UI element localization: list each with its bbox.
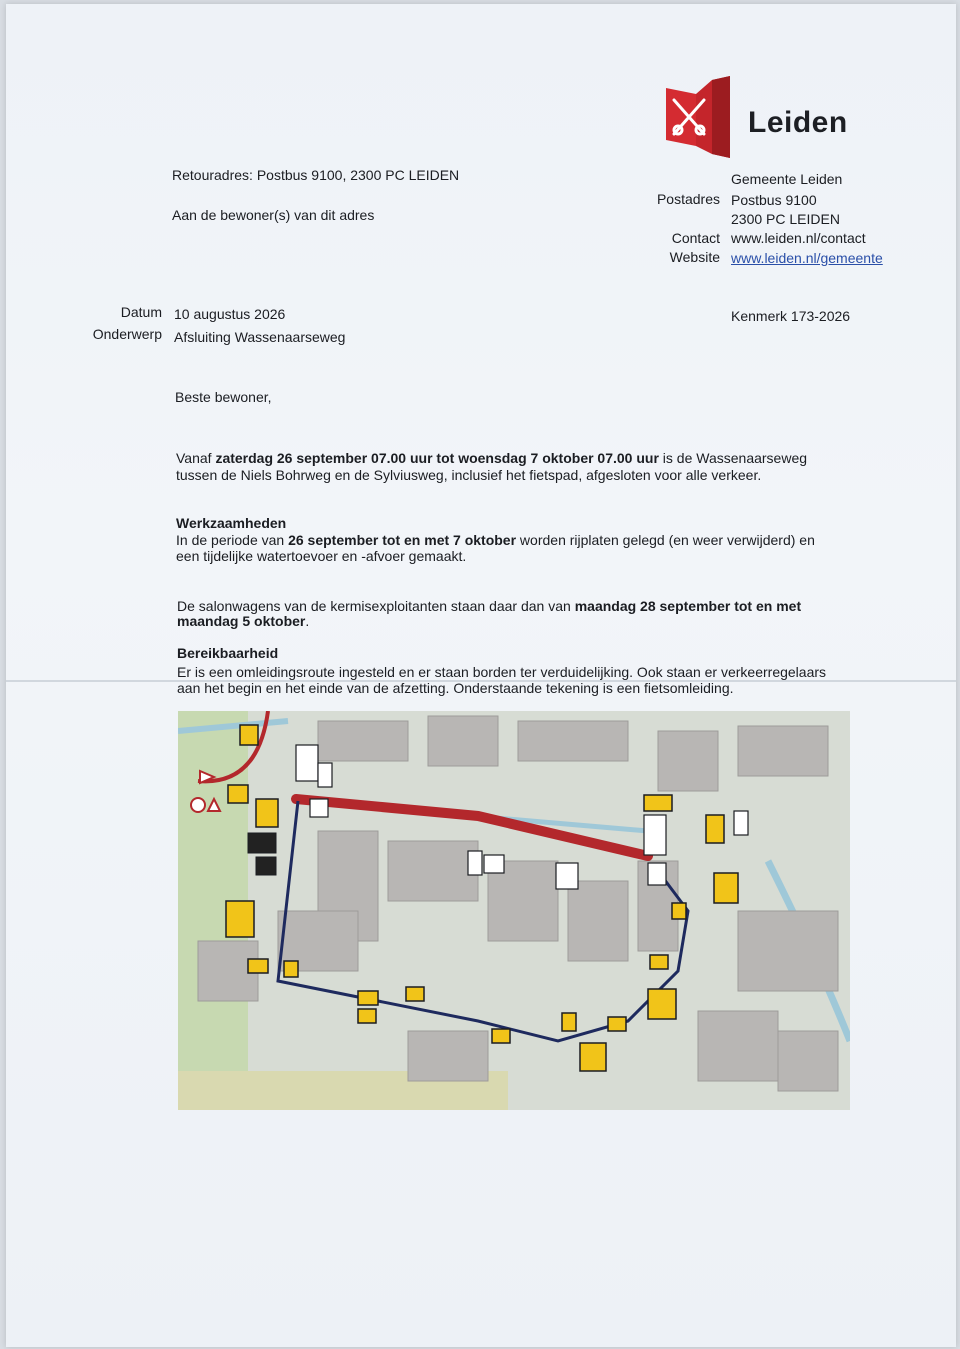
p3-text-a: De salonwagens van de kermisexploitanten staan daar dan van xyxy=(177,598,575,614)
return-address: Retouradres: Postbus 9100, 2300 PC LEIDEN xyxy=(172,167,460,183)
p3-period-bold: maandag 28 september tot en met xyxy=(574,598,802,614)
paragraph-4-line-1: Er is een omleidingsroute ingesteld en er staan borden ter verduidelijking. Ook staan er verkeerregelaars xyxy=(177,664,827,680)
onderwerp-label: Onderwerp xyxy=(92,326,162,342)
p1-period-bold: zaterdag 26 september 07.00 uur tot woensdag 7 oktober 07.00 uur xyxy=(215,450,659,466)
postadres-line2: 2300 PC LEIDEN xyxy=(731,211,840,227)
website-label: Website xyxy=(669,249,720,265)
p3-end-bold: maandag 5 oktober xyxy=(177,613,306,629)
paragraph-1-line-2: tussen de Niels Bohrweg en de Sylviusweg, inclusief het fietspad, afgesloten voor alle verkeer. xyxy=(176,467,762,483)
leiden-coat-of-arms-logo xyxy=(666,76,732,158)
paragraph-1-line-1 xyxy=(176,450,807,466)
website-link[interactable]: www.leiden.nl/gemeente xyxy=(731,250,883,266)
heading-bereikbaarheid: Bereikbaarheid xyxy=(177,645,279,661)
heading-werkzaamheden: Werkzaamheden xyxy=(176,515,287,531)
datum-label: Datum xyxy=(120,304,162,320)
contact-value: www.leiden.nl/contact xyxy=(731,230,866,246)
paragraph-2-line-2: een tijdelijke watertoevoer en -afvoer gemaakt. xyxy=(176,548,467,564)
sender-name: Gemeente Leiden xyxy=(731,171,843,187)
p2-text-c: worden rijplaten gelegd (en weer verwijderd) en xyxy=(516,532,815,548)
detour-map xyxy=(178,711,850,1110)
datum-value: 10 augustus 2026 xyxy=(174,306,286,322)
postadres-line1: Postbus 9100 xyxy=(731,192,817,208)
paragraph-3-line-1 xyxy=(177,598,801,614)
p1-text-c: is de Wassenaarseweg xyxy=(658,450,808,466)
recipient-line: Aan de bewoner(s) van dit adres xyxy=(172,207,375,223)
paragraph-2-line-1 xyxy=(176,532,815,548)
paragraph-4-line-2: aan het begin en het einde van de afzetting. Onderstaande tekening is een fietsomleiding. xyxy=(177,680,734,696)
greeting: Beste bewoner, xyxy=(175,389,272,405)
p1-text-a: Vanaf xyxy=(176,450,216,466)
p2-period-bold: 26 september tot en met 7 oktober xyxy=(288,532,517,548)
kenmerk: Kenmerk 173-2026 xyxy=(731,308,851,324)
p2-text-a: In de periode van xyxy=(176,532,289,548)
onderwerp-value: Afsluiting Wassenaarseweg xyxy=(174,329,346,345)
p3-end-dot: . xyxy=(305,613,310,629)
leiden-logo-text: Leiden xyxy=(748,106,848,139)
postadres-label: Postadres xyxy=(656,191,720,207)
contact-label: Contact xyxy=(671,230,720,246)
paragraph-3-line-2 xyxy=(177,613,309,629)
